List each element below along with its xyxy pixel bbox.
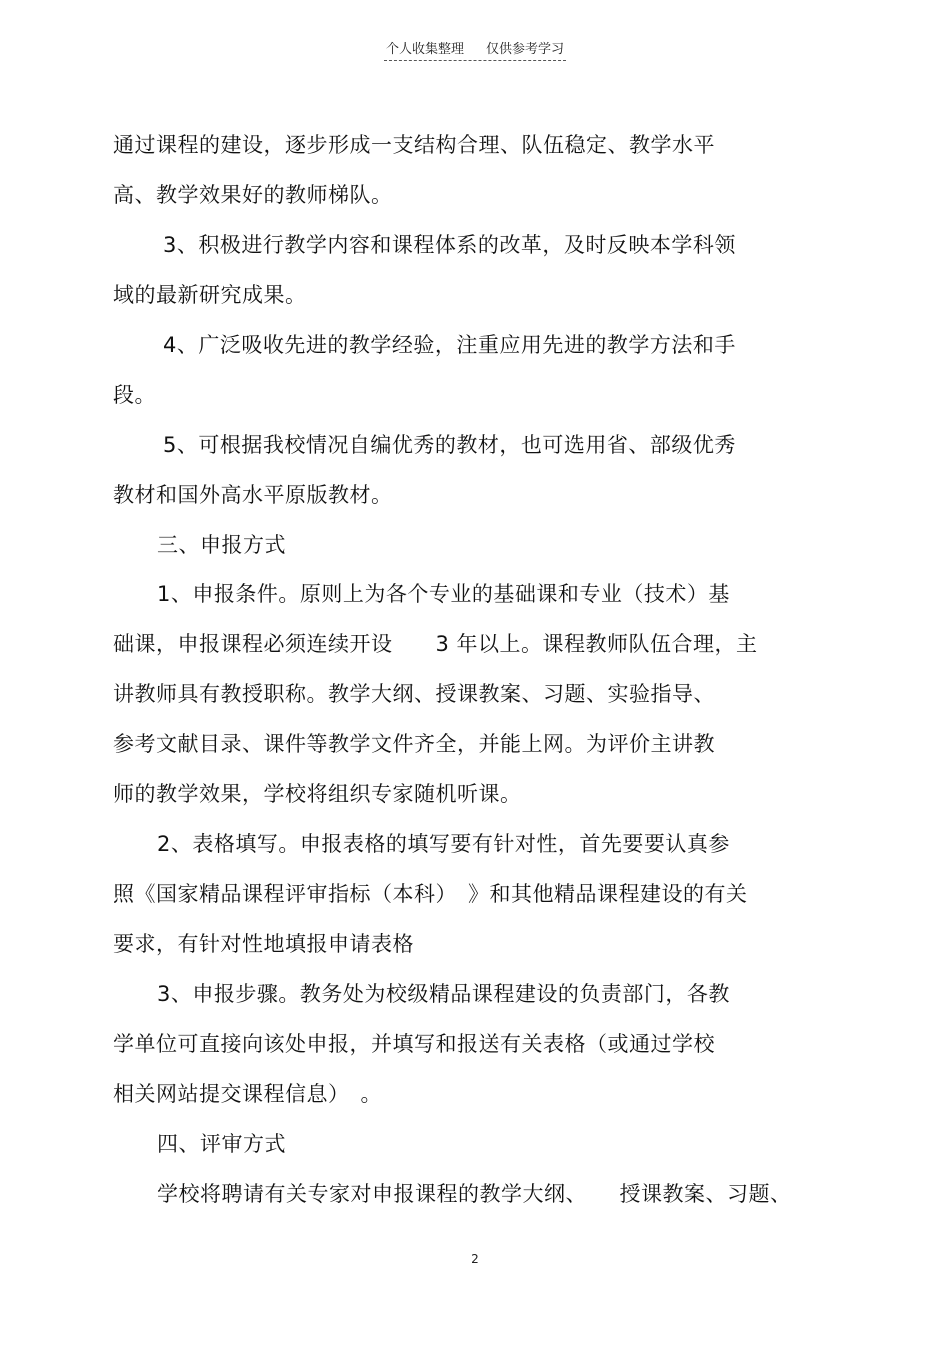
section-heading: 四、评审方式: [157, 1132, 286, 1156]
text-line: 1、申报条件。原则上为各个专业的基础课和专业（技术）基: [157, 582, 730, 606]
text-line: 要求，有针对性地填报申请表格: [113, 932, 414, 956]
header-right-text: 仅供参考学习: [486, 42, 565, 57]
text-line: 相关网站提交课程信息） 。: [113, 1082, 382, 1106]
text-line: 高、教学效果好的教师梯队。: [113, 183, 393, 207]
text-line: 3、积极进行教学内容和课程体系的改革，及时反映本学科领: [163, 233, 736, 257]
text-line: 教材和国外高水平原版教材。: [113, 483, 393, 507]
text-line: 段。: [113, 383, 156, 407]
text-line: 5、可根据我校情况自编优秀的教材，也可选用省、部级优秀: [163, 433, 736, 457]
text-line: 2、表格填写。申报表格的填写要有针对性，首先要要认真参: [157, 832, 730, 856]
text-line: 参考文献目录、课件等教学文件齐全，并能上网。为评价主讲教: [113, 732, 715, 756]
page-number: 2: [471, 1252, 479, 1266]
text-line: 域的最新研究成果。: [113, 283, 307, 307]
text-line: 讲教师具有教授职称。教学大纲、授课教案、习题、实验指导、: [113, 682, 715, 706]
text-line: 学单位可直接向该处申报，并填写和报送有关表格（或通过学校: [113, 1032, 715, 1056]
text-line: 4、广泛吸收先进的教学经验，注重应用先进的教学方法和手: [163, 333, 736, 357]
page-header: [0, 38, 950, 61]
header-text: [384, 38, 566, 61]
text-line: 照《国家精品课程评审指标（本科） 》和其他精品课程建设的有关: [113, 882, 748, 906]
text-line: 学校将聘请有关专家对申报课程的教学大纲、 授课教案、习题、: [157, 1182, 792, 1206]
section-heading: 三、申报方式: [157, 533, 286, 557]
text-line: 3、申报步骤。教务处为校级精品课程建设的负责部门，各教: [157, 982, 730, 1006]
text-line: 通过课程的建设，逐步形成一支结构合理、队伍稳定、教学水平: [113, 133, 715, 157]
text-line: 础课，申报课程必须连续开设 3 年以上。课程教师队伍合理，主: [113, 632, 758, 656]
text-line: 师的教学效果，学校将组织专家随机听课。: [113, 782, 522, 806]
header-left-text: 个人收集整理: [385, 42, 464, 57]
